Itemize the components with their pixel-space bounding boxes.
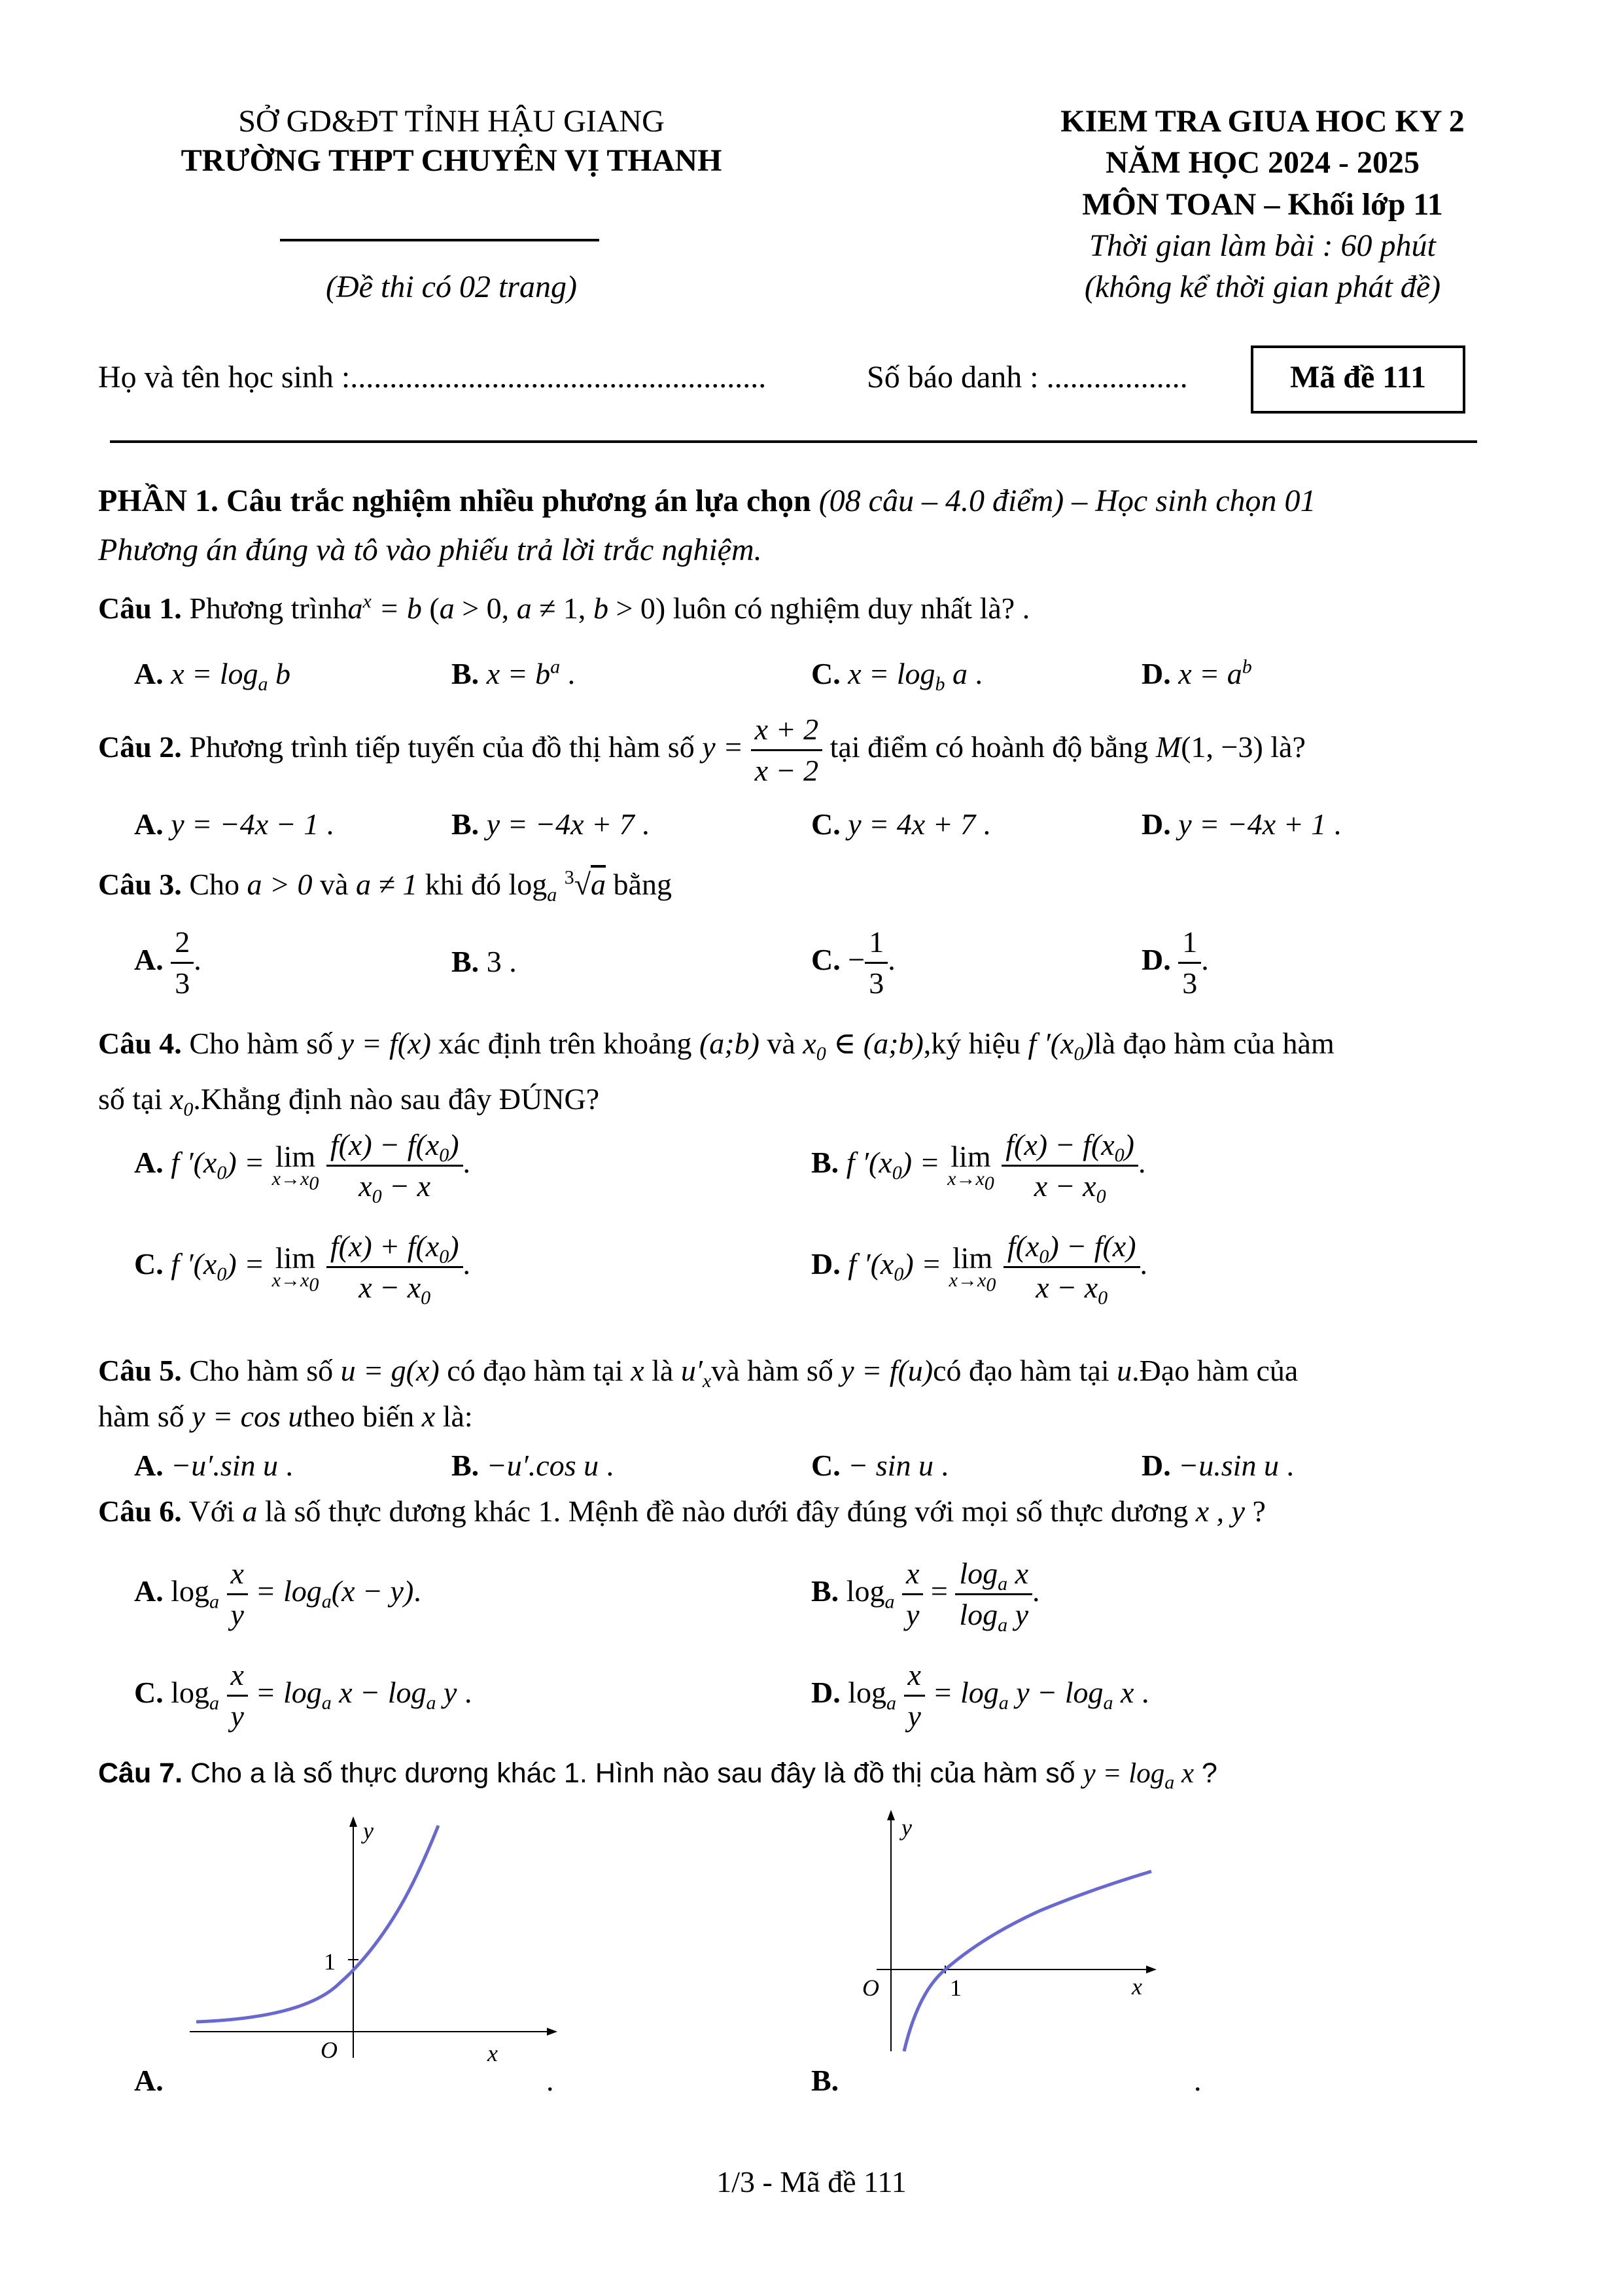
graph-a <box>183 1812 563 2061</box>
q7-label: Câu 7. <box>98 1757 183 1789</box>
option-label: B. <box>451 657 480 690</box>
q7-text-a: Cho a là số thực dương khác 1. Hình nào sau đây là đồ thị của hàm số <box>190 1757 1075 1789</box>
option-label: D. <box>1142 807 1171 841</box>
option-label: B. <box>451 807 480 841</box>
q6-option-d[interactable]: D. $\log_a$ $\frac{x}{y}$ = $\log_a y - \log_a x$ . <box>811 1655 1149 1736</box>
option-math: y = −4x + 7 <box>486 807 635 841</box>
school-year: NĂM HỌC 2024 - 2025 <box>1106 145 1420 180</box>
q7-option-a-period: . <box>546 2064 554 2097</box>
option-limit: lim $x\to x_0$ <box>949 1241 996 1296</box>
option-fraction: $\frac{f(x_0) - f(x)}{x - x_0}$ <box>1003 1227 1140 1307</box>
duration: Thời gian làm bài : 60 phút <box>1089 228 1436 263</box>
q1-option-a[interactable] <box>134 654 290 694</box>
option-label: A. <box>134 807 164 841</box>
option-fraction: $\frac{f(x) + f(x_0)}{x - x_0}$ <box>326 1227 463 1307</box>
q3-option-d[interactable]: D. $\frac{1}{3}$ . <box>1142 923 1209 1003</box>
graph-b-y-label: y <box>901 1814 912 1841</box>
q4-label: Câu 4. <box>98 1027 182 1060</box>
q3-expression: $\log_a ^3√a$ <box>508 866 606 906</box>
option-label: A. <box>134 657 164 690</box>
part1-instruction: Phương án đúng và tô vào phiếu trả lời trắc nghiệm. <box>98 533 762 567</box>
question-4-line2 <box>98 1080 599 1119</box>
graph-a-x-label: x <box>487 2040 498 2061</box>
q5-text-g: hàm số <box>98 1400 184 1433</box>
q2-point: M <box>1155 730 1181 764</box>
option-label: C. <box>811 943 841 977</box>
q3-option-c[interactable]: C. − $\frac{1}{3}$ . <box>811 923 896 1003</box>
q1-label: Câu 1. <box>98 592 182 625</box>
q5-text-f: .Đạo hàm của <box>1132 1354 1299 1387</box>
q4-option-a[interactable]: A. f $'(x_0) = \lim$ $x\to x_0$ $\frac{f(x) - f(x_0)}{x_0 - x}$ . <box>134 1125 470 1206</box>
q6-option-b[interactable]: B. $\log_a$ $\frac{x}{y}$ = $\frac{\log_a x}{\log_a y}$ . <box>811 1554 1040 1634</box>
school-name: TRƯỜNG THPT CHUYÊN VỊ THANH <box>181 143 722 178</box>
q4-text-a: Cho hàm số <box>189 1027 334 1060</box>
question-4 <box>98 1024 1335 1063</box>
q1-option-c[interactable]: C. $x = \log_b a$ . <box>811 657 983 696</box>
graph-a-y-arrow <box>349 1816 357 1827</box>
question-5-line2 <box>98 1397 473 1436</box>
q5-func-y: y = f(u) <box>841 1354 934 1387</box>
q1-text-a: Phương trình <box>189 592 348 625</box>
option-math: y = 4x + 7 <box>848 807 976 841</box>
q5-option-d[interactable]: D. −u.sin u . <box>1142 1449 1294 1482</box>
graph-b-x-arrow <box>1146 1966 1157 1973</box>
graph-b-x-label: x <box>1132 1973 1142 2000</box>
duration-note: (không kể thời gian phát đề) <box>1084 270 1441 304</box>
q5-x: x <box>631 1354 644 1387</box>
q4-point: $x_0$ ∈ (a;b) <box>803 1027 924 1065</box>
q5-label: Câu 5. <box>98 1354 182 1387</box>
option-fraction: $\frac{1}{3}$ <box>1178 923 1201 1003</box>
q4-text-f: số tại <box>98 1082 163 1116</box>
q4-text-e: là đạo hàm của hàm <box>1093 1027 1335 1060</box>
q2-text-b: tại điểm có hoành độ bằng <box>829 730 1149 764</box>
option-math: −u.sin u <box>1178 1449 1279 1482</box>
q5-option-c[interactable]: C. − sin u . <box>811 1449 949 1482</box>
graph-a-origin: O <box>321 2037 338 2061</box>
part1-title-bold: PHẦN 1. Câu trắc nghiệm nhiều phương án lựa chọn <box>98 484 811 518</box>
option-label: B. <box>451 945 480 978</box>
option-math: = $\log_a(x - y)$ <box>255 1574 414 1613</box>
question-7: Câu 7. Cho a là số thực dương khác 1. Hình nào sau đây là đồ thị của hàm số $y = \log_a x$ ? <box>98 1757 1217 1793</box>
q5-func-u: u = g(x) <box>340 1354 440 1387</box>
q4-derivative: f $'(x_0)$ <box>1028 1027 1094 1065</box>
option-label: B. <box>811 1574 839 1608</box>
option-math: f $'(x_0)$ = <box>171 1146 272 1184</box>
q2-option-b[interactable]: B. y = −4x + 7 . <box>451 807 650 841</box>
option-math: − sin u <box>848 1449 934 1482</box>
option-fraction: $\frac{x}{y}$ <box>227 1655 248 1736</box>
option-fraction: $\frac{x}{y}$ <box>227 1554 248 1634</box>
student-name-field: Họ và tên học sinh :..................................................... <box>98 360 767 395</box>
q2-option-d[interactable]: D. y = −4x + 1 . <box>1142 807 1342 841</box>
q6-option-c[interactable]: C. $\log_a$ $\frac{x}{y}$ = $\log_a x - \log_a y$ . <box>134 1655 472 1736</box>
header-divider <box>110 440 1477 443</box>
option-math: f $'(x_0)$ = <box>848 1247 949 1286</box>
option-fraction: $\frac{x}{y}$ <box>902 1554 923 1634</box>
q2-fraction: $\frac{x + 2}{x - 2}$ <box>751 710 822 790</box>
q4-option-c[interactable]: C. f $'(x_0) = \lim$ $x\to x_0$ $\frac{f(x) + f(x_0)}{x - x_0}$ . <box>134 1227 470 1307</box>
option-math: $x = \log_b a$ <box>848 657 968 696</box>
option-label: A. <box>134 1146 164 1180</box>
q3-option-b[interactable]: B. 3 . <box>451 945 517 978</box>
question-6: Câu 6. Với a là số thực dương khác 1. Mệnh đề nào dưới đây đúng với mọi số thực dương x , y ? <box>98 1494 1266 1528</box>
q4-option-d[interactable]: D. f $'(x_0) = \lim$ $x\to x_0$ $\frac{f(x_0) - f(x)}{x - x_0}$ . <box>811 1227 1147 1307</box>
q5-option-a[interactable]: A. −u′.sin u . <box>134 1449 294 1482</box>
option-label: C. <box>811 1449 841 1482</box>
option-label: A. <box>134 1574 164 1608</box>
option-label: B. <box>811 2064 839 2097</box>
option-label: D. <box>1142 943 1171 977</box>
option-math: f $'(x_0)$ = <box>171 1247 272 1286</box>
option-label: D. <box>811 1676 841 1710</box>
graph-a-y-label: y <box>363 1818 374 1844</box>
q1-option-b[interactable]: B. $x = b^a$ . <box>451 656 576 690</box>
graph-a-x-arrow <box>547 2028 557 2036</box>
q2-label: Câu 2. <box>98 730 182 764</box>
q7-option-b-period: . <box>1194 2064 1202 2097</box>
option-math: = $\log_a x - \log_a y$ <box>255 1676 457 1714</box>
q4-interval: (a;b) <box>699 1027 759 1060</box>
q5-cos: y = cos u <box>192 1400 304 1433</box>
option-math: y = −4x − 1 <box>171 807 319 841</box>
q1-text-b: luôn có nghiệm duy nhất là? . <box>672 592 1030 625</box>
q3-cond-1: a > 0 <box>247 868 313 901</box>
q6-vars: x , y <box>1195 1494 1246 1528</box>
q5-text-c: là <box>652 1354 674 1387</box>
q3-cond-2: a ≠ 1 <box>355 868 418 901</box>
q4-text-b: xác định trên khoảng <box>438 1027 692 1060</box>
q4-text-d: ,ký hiệu <box>923 1027 1021 1060</box>
q6-a: a <box>242 1494 258 1528</box>
option-math: $x = \log_a b$ <box>171 657 290 696</box>
option-math: $x = b^a$ <box>486 656 561 690</box>
option-fraction: $\frac{f(x) - f(x_0)}{x - x_0}$ <box>1002 1125 1138 1206</box>
option-label: D. <box>1142 1449 1171 1482</box>
q7-function: $y = \log_a x$ <box>1083 1758 1195 1793</box>
option-label: C. <box>134 1247 164 1281</box>
option-math: −u′.cos u <box>486 1449 599 1482</box>
q4-text-g: .Khẳng định nào sau đây ĐÚNG? <box>193 1082 600 1116</box>
option-label: C. <box>134 1676 164 1710</box>
q1-option-d[interactable] <box>1142 654 1252 694</box>
option-fraction: $\frac{f(x) - f(x_0)}{x_0 - x}$ <box>326 1125 463 1206</box>
option-label: D. <box>811 1247 841 1281</box>
question-5 <box>98 1351 1298 1390</box>
q3-option-a[interactable]: A. $\frac{2}{3}$ . <box>134 923 201 1003</box>
question-2: Câu 2. Phương trình tiếp tuyến của đồ thị hàm số y = $\frac{x + 2}{x - 2}$ tại điểm có hoành độ bằng M(1, −3) là? <box>98 710 1306 790</box>
q5-text-i: là: <box>442 1400 473 1433</box>
page-count-note: (Đề thi có 02 trang) <box>326 270 577 304</box>
graph-a-curve <box>196 1826 438 2022</box>
q3-text-b: và <box>320 868 349 901</box>
student-id-field: Số báo danh : .................. <box>867 360 1188 395</box>
q5-u: u <box>1117 1354 1132 1387</box>
option-math: $x = a^b$ <box>1178 656 1252 690</box>
dept-name: SỞ GD&ĐT TỈNH HẬU GIANG <box>238 104 665 139</box>
option-math: = $\log_a y - \log_a x$ <box>932 1676 1134 1714</box>
q3-label: Câu 3. <box>98 868 182 901</box>
q5-text-e: có đạo hàm tại <box>933 1354 1109 1387</box>
q2-function: y = <box>702 730 744 764</box>
q3-text-c: khi đó <box>425 868 501 901</box>
q3-text-a: Cho <box>189 868 239 901</box>
q2-option-c[interactable]: C. y = 4x + 7 . <box>811 807 991 841</box>
header-underline <box>280 239 599 241</box>
graph-b <box>850 1806 1164 2055</box>
option-limit: lim $x\to x_0$ <box>947 1139 994 1194</box>
option-fraction: $\frac{x}{y}$ <box>904 1655 925 1736</box>
page-footer: 1/3 - Mã đề 111 <box>716 2165 907 2199</box>
q1-equation: $a^x = b$ <box>347 590 422 625</box>
option-label: B. <box>811 1146 839 1180</box>
exam-title: KIEM TRA GIUA HOC KY 2 <box>1060 104 1465 139</box>
graph-b-tick-label: 1 <box>950 1975 962 2001</box>
q6-text-a: Với <box>188 1494 235 1528</box>
q1-condition: (a > 0, a ≠ 1, b > 0) <box>429 592 666 625</box>
option-label: B. <box>451 1449 480 1482</box>
option-label: C. <box>811 657 841 690</box>
q5-option-b[interactable]: B. −u′.cos u . <box>451 1449 614 1482</box>
q6-label: Câu 6. <box>98 1494 182 1528</box>
part1-title <box>98 481 1316 521</box>
question-1 <box>98 589 1030 628</box>
option-label: A. <box>134 2064 164 2097</box>
graph-b-curve <box>904 1871 1151 2051</box>
graph-b-origin: O <box>862 1975 879 2001</box>
exam-code: Mã đề 111 <box>1289 360 1426 395</box>
option-math: −u′.sin u <box>171 1449 279 1482</box>
q4-option-b[interactable]: B. f $'(x_0) = \lim$ $x\to x_0$ $\frac{f(x) - f(x_0)}{x - x_0}$ . <box>811 1125 1145 1206</box>
q2-text-a: Phương trình tiếp tuyến của đồ thị hàm số <box>189 730 695 764</box>
q6-option-a[interactable]: A. $\log_a$ $\frac{x}{y}$ = $\log_a(x - y)$. <box>134 1554 421 1634</box>
graph-b-y-arrow <box>887 1810 895 1820</box>
q5-text-h: theo biến <box>303 1400 415 1433</box>
q7-option-b[interactable] <box>811 2061 839 2100</box>
option-fraction: $\frac{2}{3}$ <box>171 923 194 1003</box>
q2-text-c: là? <box>1270 730 1306 764</box>
q6-text-b: là số thực dương khác 1. Mệnh đề nào dưới đây đúng với mọi số thực dương <box>264 1494 1189 1528</box>
q7-option-a[interactable] <box>134 2061 164 2100</box>
q5-text-b: có đạo hàm tại <box>447 1354 623 1387</box>
option-limit: lim $x\to x_0$ <box>271 1139 319 1194</box>
option-math: y = −4x + 1 <box>1178 807 1327 841</box>
q5-var: x <box>421 1400 436 1433</box>
option-label: D. <box>1142 657 1171 690</box>
option-label: C. <box>811 807 841 841</box>
q3-text-d: bằng <box>613 868 672 901</box>
q4-text-c: và <box>767 1027 795 1060</box>
option-limit: lim $x\to x_0$ <box>271 1241 319 1296</box>
q4-x0: $x_0$ <box>169 1082 194 1121</box>
option-fraction-2: $\frac{\log_a x}{\log_a y}$ <box>955 1554 1032 1634</box>
option-math: f $'(x_0)$ = <box>846 1146 948 1184</box>
option-fraction: $\frac{1}{3}$ <box>865 923 888 1003</box>
part1-title-italic: (08 câu – 4.0 điểm) – Học sinh chọn 01 <box>811 484 1316 518</box>
q5-ux: $u'_x$ <box>680 1354 712 1392</box>
option-label: A. <box>134 1449 164 1482</box>
q4-function: y = f(x) <box>340 1027 431 1060</box>
question-3 <box>98 865 672 904</box>
option-label: A. <box>134 943 164 977</box>
q5-text-a: Cho hàm số <box>189 1354 334 1387</box>
subject: MÔN TOAN – Khối lớp 11 <box>1082 187 1443 222</box>
graph-a-tick-label: 1 <box>324 1949 336 1975</box>
q2-option-a[interactable]: A. y = −4x − 1 . <box>134 807 334 841</box>
q5-text-d: và hàm số <box>711 1354 833 1387</box>
